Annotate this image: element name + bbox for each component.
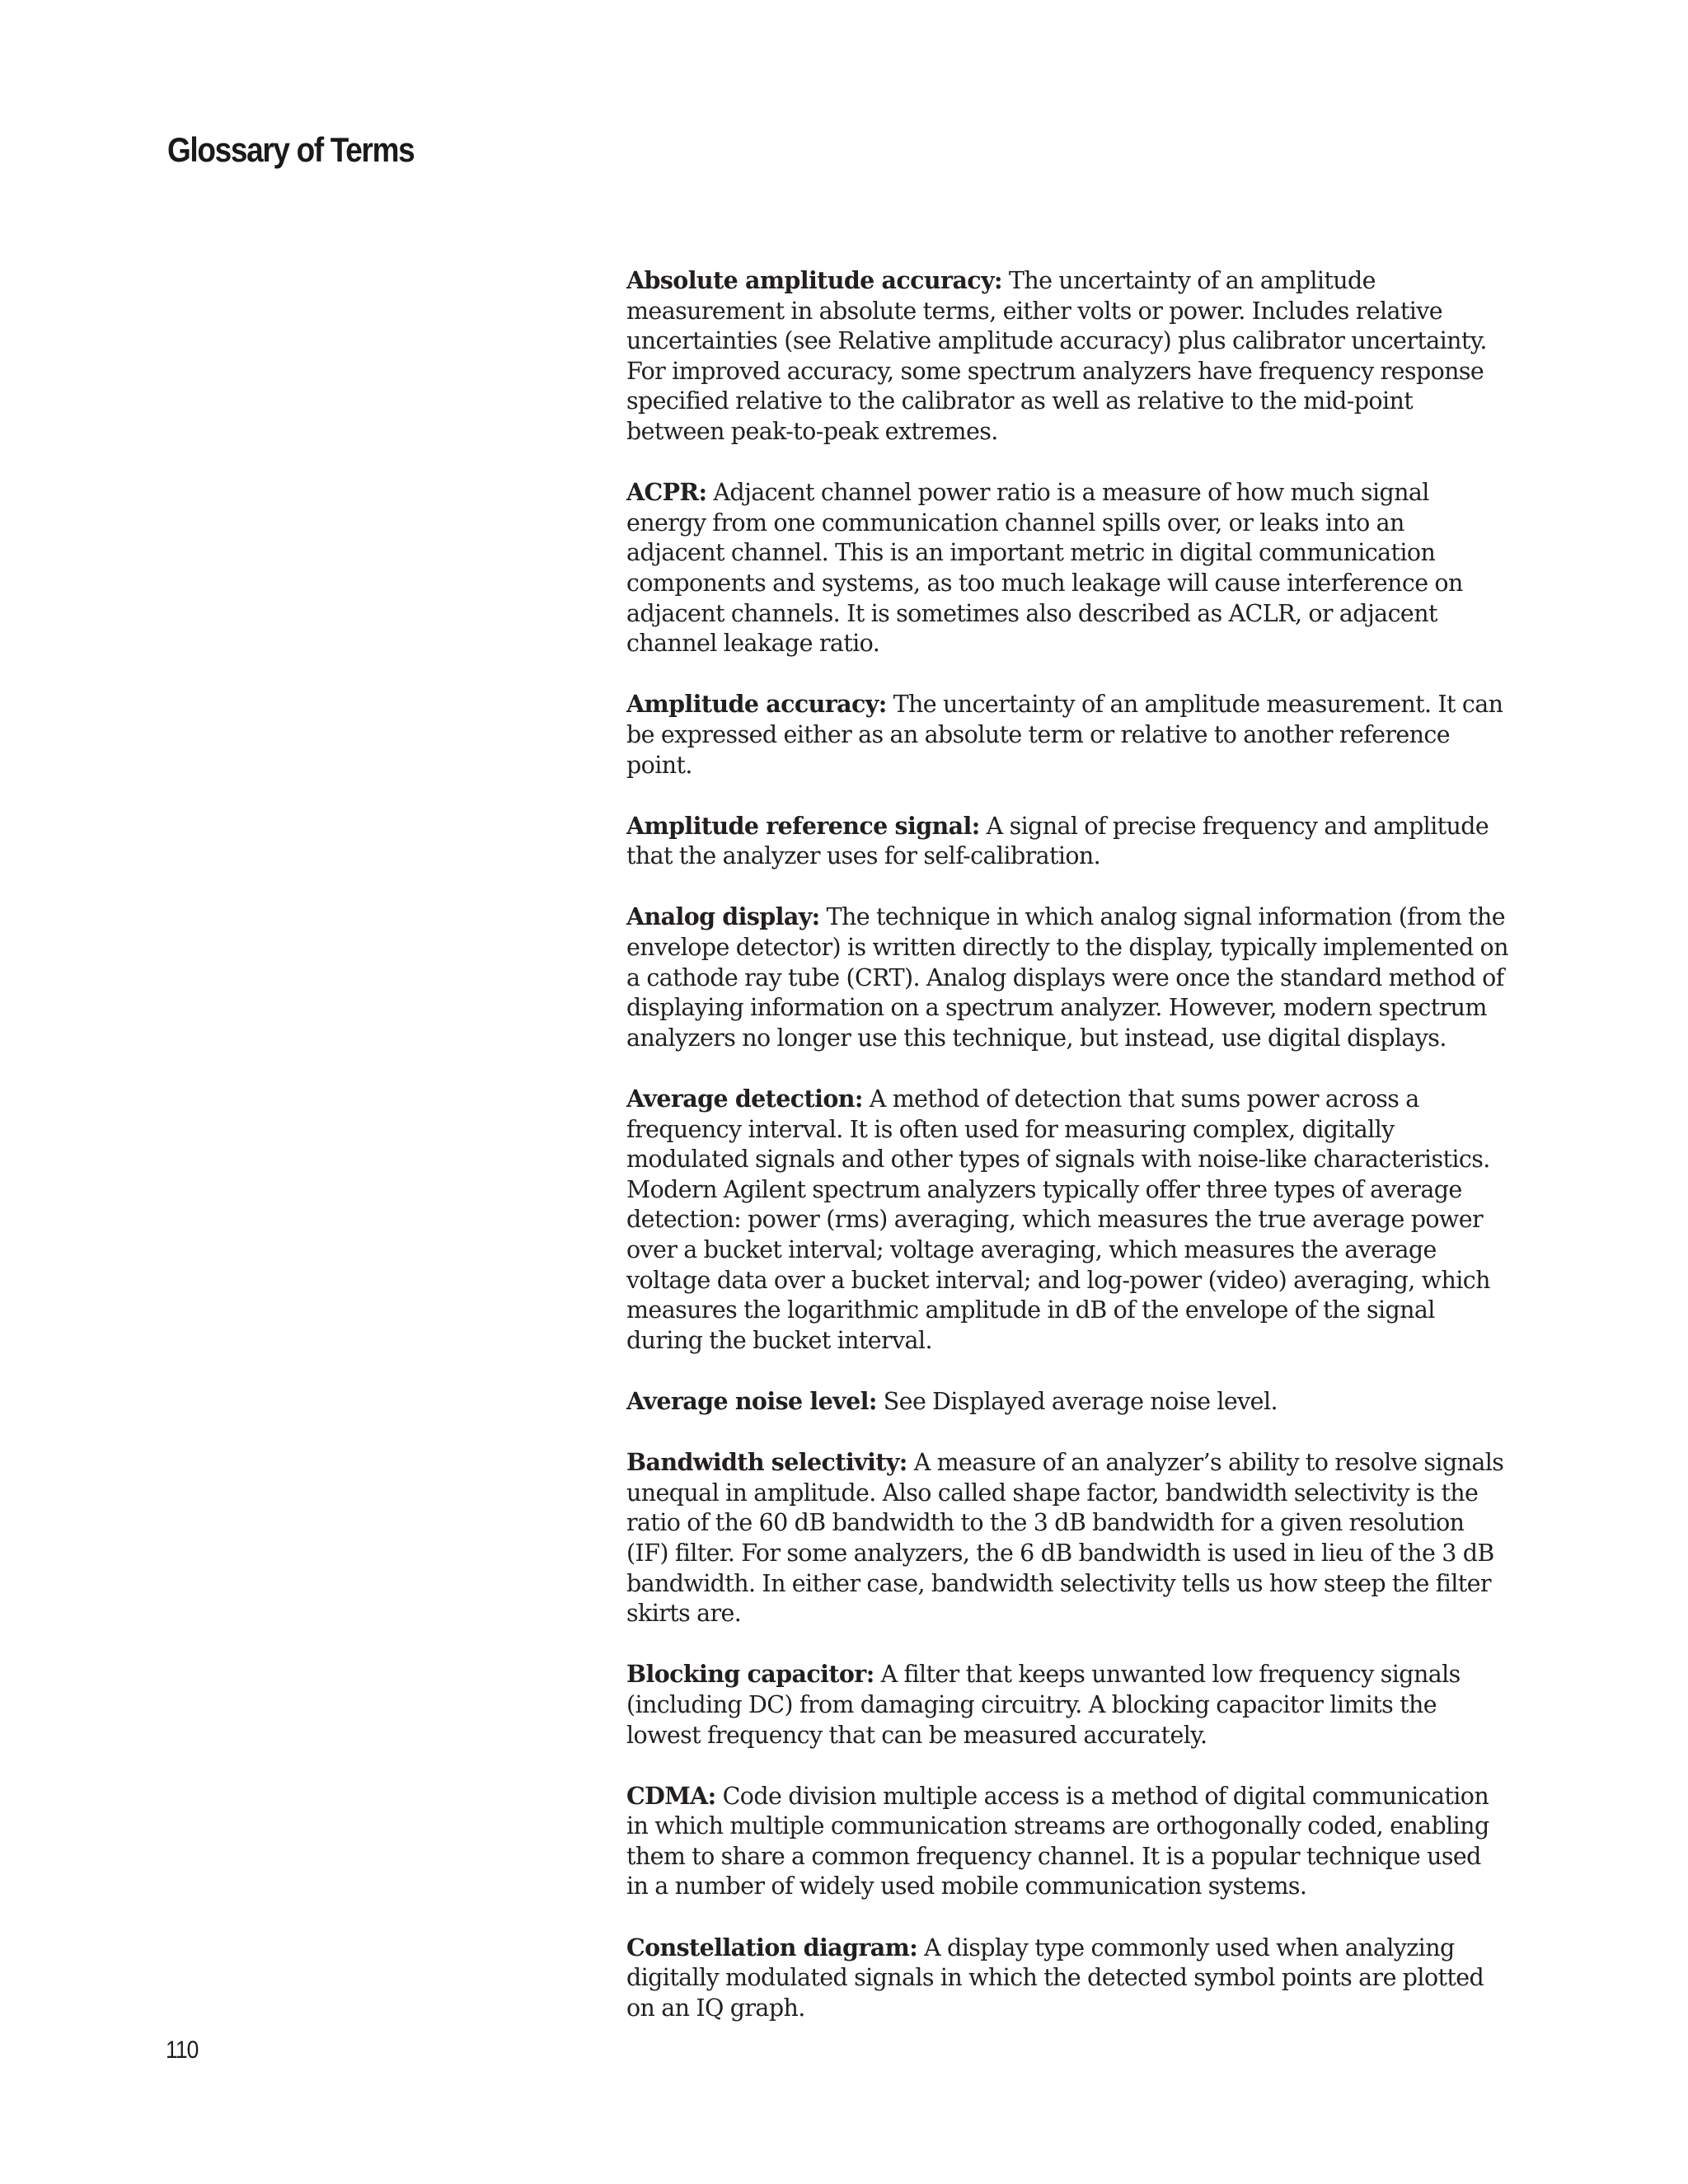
glossary-entry-average-detection — [626, 1084, 1508, 1356]
glossary-term: Bandwidth selectivity: — [626, 1448, 907, 1477]
glossary-term: Absolute amplitude accuracy: — [626, 266, 1002, 294]
glossary-entry-analog-display — [626, 902, 1508, 1053]
glossary-term: Blocking capacitor: — [626, 1660, 874, 1689]
glossary-entry-bandwidth-selectivity — [626, 1447, 1508, 1629]
glossary-term: Amplitude accuracy: — [626, 690, 887, 719]
glossary-definition: A signal of precise frequency and amplitude that the analyzer uses for self-calibration. — [626, 812, 1489, 870]
glossary-definition: Adjacent channel power ratio is a measure of how much signal energy from one communication channel spills over, or leaks into an adjacent channel. This is an important metric in digital communication components and systems, as too much leakage will cause interference on adjacent channels. It is sometimes also described as ACLR, or adjacent channel leakage ratio. — [626, 479, 1463, 658]
glossary-definition: A filter that keeps unwanted low frequency signals (including DC) from damaging circuitry. A blocking capacitor limits the lowest frequency that can be measured accurately. — [626, 1661, 1461, 1749]
glossary-term: Average detection: — [626, 1085, 863, 1113]
glossary-entry-average-noise-level — [626, 1386, 1508, 1418]
glossary-term: Amplitude reference signal: — [626, 811, 980, 840]
glossary-definition: The technique in which analog signal information (from the envelope detector) is written directly to the display, typically implemented on a cathode ray tube (CRT). Analog displays were once the standard method of displaying information on a spectrum analyzer. However, modern spectrum analyzers no longer use this technique, but instead, use digital displays. — [626, 903, 1508, 1052]
glossary-list — [626, 265, 1508, 2054]
glossary-term: ACPR: — [626, 478, 707, 507]
glossary-entry-amplitude-accuracy — [626, 689, 1508, 780]
glossary-definition: Code division multiple access is a method of digital communication in which multiple communication streams are orthogonally coded, enabling them to share a common frequency channel. It is a popular technique used in a number of widely used mobile communication systems. — [626, 1782, 1489, 1900]
glossary-entry-cdma — [626, 1781, 1508, 1902]
glossary-definition: A measure of an analyzer’s ability to resolve signals unequal in amplitude. Also called shape factor, bandwidth selectivity is the ratio of the 60 dB bandwidth to the 3 dB bandwidth for a given resolution (IF) filter. For some analyzers, the 6 dB bandwidth is used in lieu of the 3 dB bandwidth. In either case, bandwidth selectivity tells us how steep the filter skirts are. — [626, 1449, 1504, 1628]
glossary-entry-blocking-capacitor — [626, 1659, 1508, 1750]
glossary-definition: The uncertainty of an amplitude measurement in absolute terms, either volts or power. Includes relative uncertainties (see Relative amplitude accuracy) plus calibrator uncertainty. For improved accuracy, some spectrum analyzers have frequency response specified relative to the calibrator as well as relative to the mid-point between peak-to-peak extremes. — [626, 267, 1487, 445]
glossary-term: Constellation diagram: — [626, 1933, 918, 1961]
page-number: 110 — [166, 2036, 199, 2064]
glossary-term: Average noise level: — [626, 1386, 877, 1415]
glossary-definition: The uncertainty of an amplitude measurement. It can be expressed either as an absolute term or relative to another reference point. — [626, 691, 1503, 779]
glossary-entry-acpr — [626, 477, 1508, 659]
glossary-definition: A method of detection that sums power across a frequency interval. It is often used for measuring complex, digitally modulated signals and other types of signals with noise-like characteristics. Modern Agilent spectrum analyzers typically offer three types of average detection: power (rms) averaging, which measures the true average power over a bucket interval; voltage averaging, which measures the average voltage data over a bucket interval; and log-power (video) averaging, which measures the logarithmic amplitude in dB of the envelope of the signal during the bucket interval. — [626, 1085, 1490, 1354]
glossary-definition: A display type commonly used when analyzing digitally modulated signals in which the detected symbol points are plotted on an IQ graph. — [626, 1933, 1484, 2022]
glossary-entry-absolute-amplitude-accuracy — [626, 265, 1508, 448]
glossary-term: Analog display: — [626, 902, 820, 931]
glossary-entry-amplitude-reference-signal — [626, 811, 1508, 872]
glossary-entry-constellation-diagram — [626, 1933, 1508, 2024]
page-title: Glossary of Terms — [167, 130, 415, 169]
glossary-term: CDMA: — [626, 1781, 716, 1810]
glossary-definition: See Displayed average noise level. — [883, 1387, 1278, 1415]
